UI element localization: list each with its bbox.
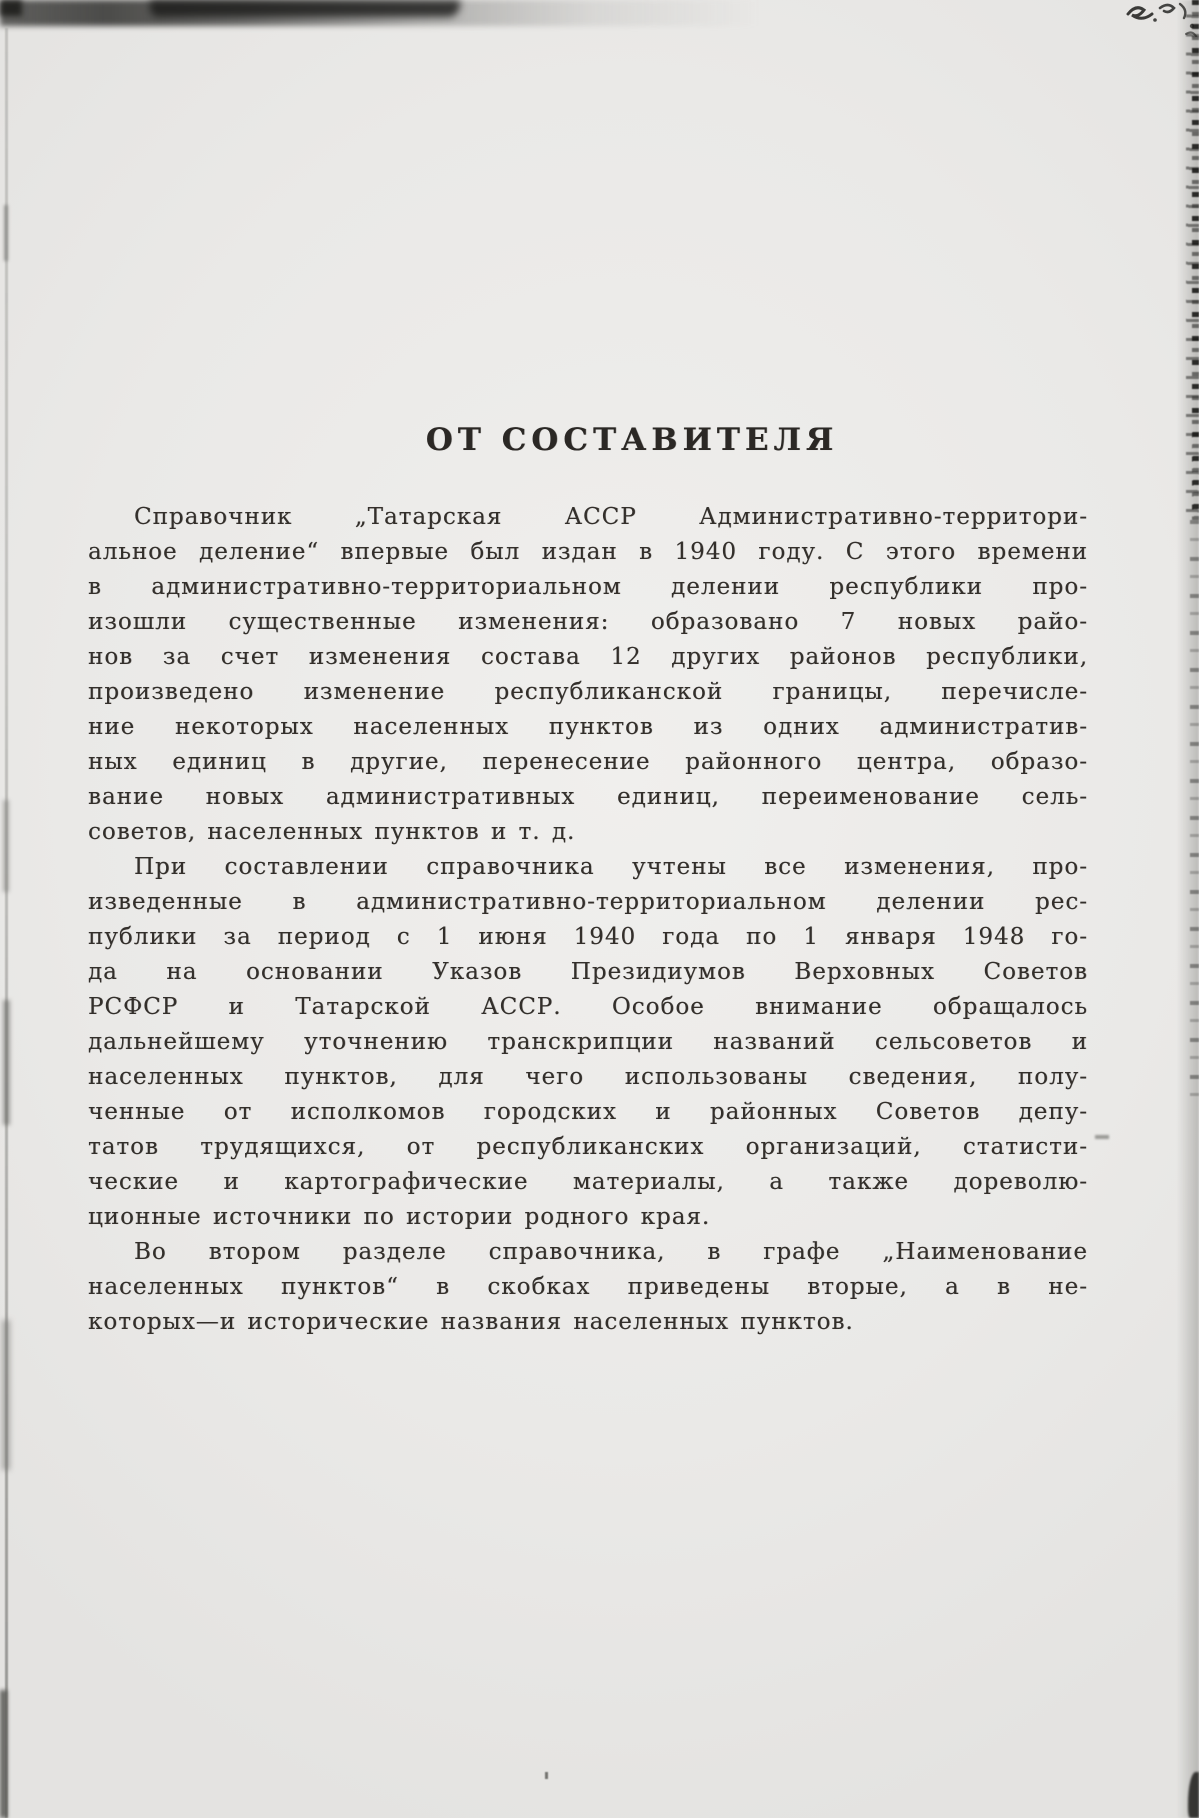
paragraph (88, 1235, 1088, 1340)
scan-artifact-corner-scribble (1122, 0, 1199, 52)
text-line: советов, населенных пунктов и т. д. (88, 819, 576, 845)
text-line: населенных пунктов“ в скобках приведены вторые, а в не- (88, 1274, 1088, 1300)
text-line: Во втором разделе справочника, в графе „Наименование (134, 1239, 1088, 1265)
scan-artifact-right-speckle-band-lower (1190, 520, 1199, 1100)
scan-artifact-left-dash (3, 1000, 10, 1125)
text-line: ческие и картографические материалы, а также дореволю- (88, 1169, 1088, 1195)
scan-artifact-speck (1095, 1135, 1109, 1139)
text-line: нов за счет изменения состава 12 других районов республики, (88, 644, 1088, 670)
text-line: публики за период с 1 июня 1940 года по 1 января 1948 го- (88, 924, 1088, 950)
scan-artifact-right-speckle-band (1186, 0, 1199, 520)
text-line: татов трудящихся, от республиканских организаций, статисти- (88, 1134, 1088, 1160)
paragraph (88, 500, 1088, 850)
scan-artifact-top-left-corner (0, 0, 22, 16)
text-line: произведено изменение республиканской границы, перечисле- (88, 679, 1088, 705)
text-line: в административно-территориальном делении республики про- (88, 574, 1088, 600)
text-line: которых—и исторические названия населенных пунктов. (88, 1309, 854, 1335)
text-line: дальнейшему уточнению транскрипции названий сельсоветов и (88, 1029, 1088, 1055)
scan-artifact-top-smudge-core (150, 0, 460, 17)
scan-artifact-left-dash (4, 205, 8, 261)
text-line: изведенные в административно-территориальном делении рес- (88, 889, 1088, 915)
text-line: альное деление“ впервые был издан в 1940 году. С этого времени (88, 539, 1088, 565)
text-line: ченные от исполкомов городских и районных Советов депу- (88, 1099, 1088, 1125)
scan-artifact-right-bottom-mark (1188, 1772, 1199, 1818)
text-line: ционные источники по истории родного края. (88, 1204, 711, 1230)
page-body (88, 500, 1088, 1340)
text-line: РСФСР и Татарской АССР. Особое внимание обращалось (88, 994, 1088, 1020)
text-line: да на основании Указов Президиумов Верховных Советов (88, 959, 1088, 985)
scan-artifact-bottom-left-wedge (0, 1690, 7, 1818)
text-line: изошли существенные изменения: образовано 7 новых райо- (88, 609, 1088, 635)
text-line: ных единиц в другие, перенесение районного центра, образо- (88, 749, 1088, 775)
scan-artifact-speck (545, 1772, 548, 1779)
scan-artifact-left-dash (3, 800, 9, 892)
text-line: вание новых административных единиц, переименование сель- (88, 784, 1088, 810)
text-line: При составлении справочника учтены все изменения, про- (134, 854, 1088, 880)
paragraph (88, 850, 1088, 1235)
scan-artifact-right-edge-shade (1177, 0, 1199, 1818)
page-title: ОТ СОСТАВИТЕЛЯ (425, 422, 839, 458)
text-line: Справочник „Татарская АССР Административно-территори- (134, 504, 1088, 530)
scan-artifact-left-seam (5, 28, 8, 1818)
text-line: населенных пунктов, для чего использованы сведения, полу- (88, 1064, 1088, 1090)
scan-artifact-left-dash (2, 1320, 10, 1470)
text-line: ние некоторых населенных пунктов из одних административ- (88, 714, 1088, 740)
scan-artifact-top-smudge (0, 0, 760, 26)
